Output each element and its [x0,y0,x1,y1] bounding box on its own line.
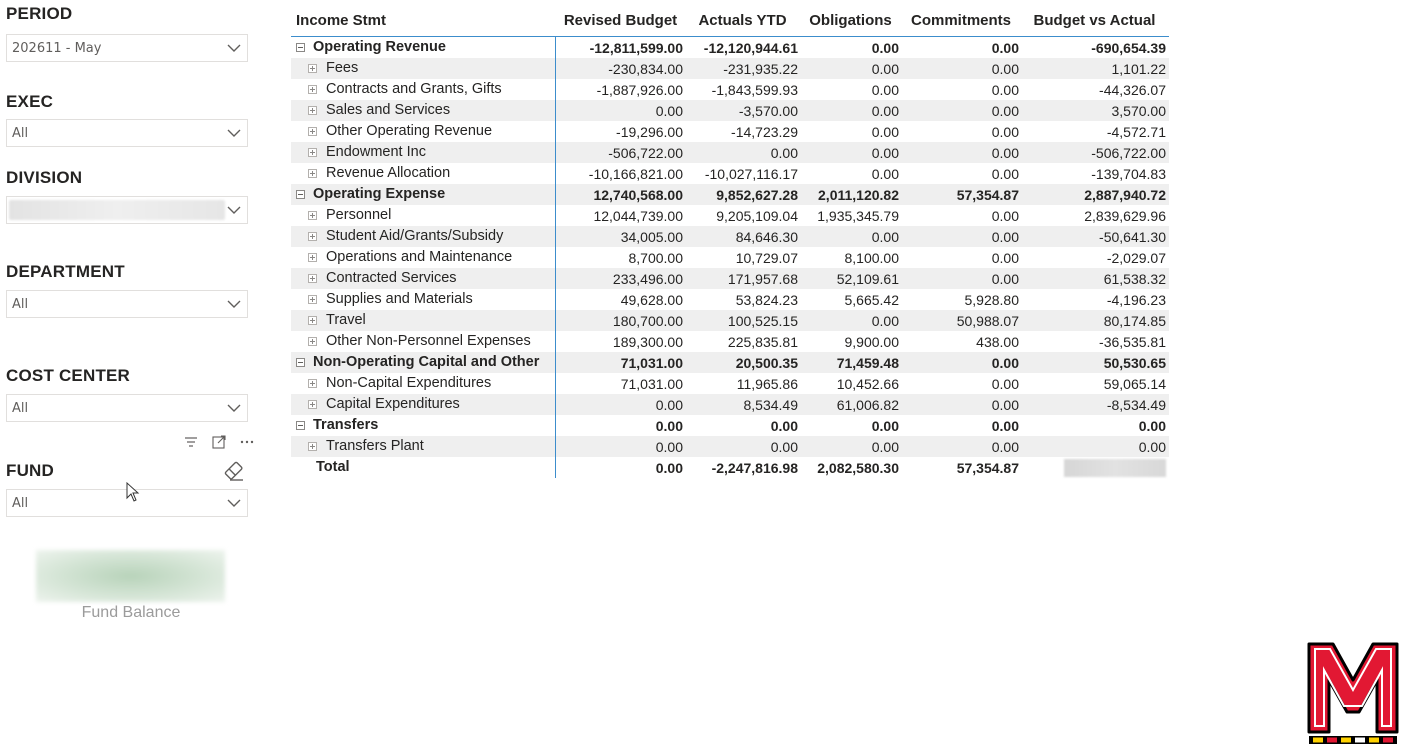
total-cell: 57,354.87 [956,459,1019,476]
table-cell: 50,988.07 [956,312,1019,329]
row-label-cell [291,100,556,121]
row-label: Supplies and Materials [326,291,473,307]
table-cell: 8,534.49 [743,396,798,413]
chevron-down-icon [227,128,241,138]
period-slicer-title: PERIOD [6,4,73,23]
table-cell: 34,005.00 [620,228,683,245]
row-label: Travel [326,312,366,328]
row-label: Transfers [313,417,379,433]
row-label: Operations and Maintenance [326,249,513,265]
table-cell: 0.00 [991,144,1019,161]
table-cell: -2,029.07 [1106,249,1166,266]
table-row [291,163,1169,184]
table-cell: 59,065.14 [1103,375,1166,392]
table-cell: 5,665.42 [844,291,899,308]
chevron-down-icon [227,403,241,413]
table-row [291,415,1169,436]
table-row [291,247,1169,268]
chevron-down-icon [227,43,241,53]
header-budget-vs-actual[interactable]: Budget vs Actual [1033,11,1156,29]
table-row [291,121,1169,142]
table-row [291,373,1169,394]
table-cell: -1,843,599.93 [711,81,798,98]
table-cell: 0.00 [871,312,899,329]
header-income-stmt[interactable]: Income Stmt [296,11,387,29]
header-revised-budget[interactable]: Revised Budget [563,11,678,29]
row-label: Other Non-Personnel Expenses [326,333,531,349]
chevron-down-icon [227,205,241,215]
total-budget-vs-actual-redacted [1064,459,1166,477]
table-cell: 9,205,109.04 [716,207,798,224]
matrix-body [291,37,1169,457]
collapse-minus-icon[interactable] [296,43,305,52]
table-cell: 0.00 [655,438,683,455]
exec-slicer-title: EXEC [6,92,54,111]
table-cell: 0.00 [991,396,1019,413]
table-cell: 2,839,629.96 [1084,207,1166,224]
cost-center-slicer [6,364,248,422]
table-cell: -690,654.39 [1091,39,1166,56]
table-cell: 100,525.15 [727,312,798,329]
row-label-cell [291,79,556,100]
department-dropdown[interactable] [6,290,248,318]
total-cell: 0.00 [655,459,683,476]
table-cell: -50,641.30 [1099,228,1166,245]
table-cell: 53,824.23 [735,291,798,308]
table-cell: 0.00 [991,81,1019,98]
row-label: Personnel [326,207,392,223]
more-options-icon[interactable] [238,433,256,451]
table-row [291,310,1169,331]
fund-balance-label: Fund Balance [81,604,181,621]
fund-balance-value-redacted [36,550,225,602]
total-cell: 2,082,580.30 [817,459,899,476]
expand-plus-icon[interactable] [308,85,317,94]
table-cell: 0.00 [871,102,899,119]
row-label: Capital Expenditures [326,396,460,412]
table-row [291,226,1169,247]
chevron-down-icon [227,299,241,309]
table-row [291,289,1169,310]
table-row [291,436,1169,457]
visual-header [178,433,258,451]
department-slicer [6,260,248,318]
row-label-cell [291,163,556,184]
table-cell: 0.00 [871,60,899,77]
table-cell: -506,722.00 [608,144,683,161]
table-cell: 0.00 [871,144,899,161]
table-row [291,205,1169,226]
expand-plus-icon[interactable] [308,400,317,409]
focus-mode-icon[interactable] [210,433,228,451]
table-cell: 10,452.66 [836,375,899,392]
row-label: Contracts and Grants, Gifts [326,81,502,97]
table-cell: -10,027,116.17 [704,165,798,182]
table-cell: -506,722.00 [1091,144,1166,161]
row-label: Endowment Inc [326,144,426,160]
table-cell: 61,006.82 [836,396,899,413]
row-label-cell [291,184,556,205]
table-cell: 0.00 [655,102,683,119]
table-cell: 0.00 [1138,438,1166,455]
table-cell: 0.00 [991,249,1019,266]
table-cell: 438.00 [976,333,1019,350]
table-cell: 0.00 [770,144,798,161]
table-cell: 0.00 [991,417,1019,434]
exec-dropdown[interactable] [6,119,248,147]
university-of-maryland-logo [1305,640,1401,746]
table-cell: -139,704.83 [1091,165,1166,182]
expand-plus-icon[interactable] [308,169,317,178]
table-cell: 9,852,627.28 [716,186,798,203]
table-cell: -12,811,599.00 [589,39,683,56]
table-cell: 57,354.87 [956,186,1019,203]
table-cell: -4,196.23 [1106,291,1166,308]
eraser-icon[interactable] [222,460,246,482]
header-commitments[interactable]: Commitments [910,11,1011,29]
division-slicer [6,166,248,224]
table-cell: 71,459.48 [836,354,899,371]
table-cell: 0.00 [991,165,1019,182]
exec-slicer [6,90,248,147]
table-cell: 71,031.00 [620,375,683,392]
collapse-minus-icon[interactable] [296,421,305,430]
row-label-cell [291,58,556,79]
chevron-down-icon [227,498,241,508]
table-row [291,394,1169,415]
filter-icon[interactable] [182,433,200,451]
row-label: Operating Revenue [313,39,446,55]
table-row [291,184,1169,205]
fund-slicer-title: FUND [6,461,55,480]
row-label: Transfers Plant [326,438,424,454]
table-cell: 0.00 [871,39,899,56]
table-cell: -3,570.00 [738,102,798,119]
expand-plus-icon[interactable] [308,64,317,73]
period-slicer [6,2,248,62]
row-label-cell [291,247,556,268]
table-row [291,331,1169,352]
row-label: Other Operating Revenue [326,123,493,139]
expand-plus-icon[interactable] [308,127,317,136]
table-cell: 12,044,739.00 [593,207,683,224]
expand-plus-icon[interactable] [308,211,317,220]
table-cell: 20,500.35 [735,354,798,371]
table-cell: 0.00 [991,207,1019,224]
table-cell: 9,900.00 [844,333,899,350]
table-cell: 5,928.80 [964,291,1019,308]
row-label-cell [291,268,556,289]
row-label-cell [291,436,556,457]
table-cell: 0.00 [991,123,1019,140]
table-cell: 1,935,345.79 [817,207,899,224]
table-cell: 0.00 [770,417,798,434]
table-cell: 71,031.00 [620,354,683,371]
row-label: Sales and Services [326,102,451,118]
table-cell: -44,326.07 [1099,81,1166,98]
row-label-cell [291,142,556,163]
table-cell: 0.00 [991,354,1019,371]
table-cell: 3,570.00 [1111,102,1166,119]
table-cell: 180,700.00 [612,312,683,329]
row-label: Fees [326,60,359,76]
table-cell: 84,646.30 [735,228,798,245]
row-label-cell [291,289,556,310]
mouse-pointer-icon [126,482,140,502]
table-cell: 0.00 [871,81,899,98]
row-label: Operating Expense [313,186,446,202]
collapse-minus-icon[interactable] [296,190,305,199]
row-label: Non-Operating Capital and Other [313,354,540,370]
department-dropdown-value: All [12,297,29,312]
table-cell: 0.00 [655,396,683,413]
income-statement-matrix [291,4,1169,478]
header-obligations[interactable]: Obligations [809,11,892,29]
total-cell-redacted [1021,458,1168,476]
row-label-cell [291,394,556,415]
row-label: Student Aid/Grants/Subsidy [326,228,504,244]
row-label: Contracted Services [326,270,457,286]
matrix-total-row [291,457,1169,478]
table-cell: 0.00 [991,228,1019,245]
table-cell: 10,729.07 [735,249,798,266]
expand-plus-icon[interactable] [308,106,317,115]
table-cell: 189,300.00 [612,333,683,350]
row-label-cell [291,310,556,331]
table-cell: 61,538.32 [1103,270,1166,287]
table-cell: 50,530.65 [1103,354,1166,371]
table-cell: 0.00 [991,60,1019,77]
table-row [291,79,1169,100]
table-cell: 171,957.68 [727,270,798,287]
table-cell: 12,740,568.00 [593,186,683,203]
table-cell: 0.00 [1138,417,1166,434]
expand-plus-icon[interactable] [308,274,317,283]
table-cell: 2,011,120.82 [818,186,899,203]
table-cell: 0.00 [871,165,899,182]
table-cell: 0.00 [871,123,899,140]
cost-center-dropdown[interactable] [6,394,248,422]
table-cell: -1,887,926.00 [596,81,683,98]
expand-plus-icon[interactable] [308,316,317,325]
table-cell: 0.00 [871,417,899,434]
table-cell: 0.00 [991,270,1019,287]
fund-dropdown-value: All [12,496,29,511]
header-actuals-ytd[interactable]: Actuals YTD [698,11,787,29]
division-slicer-title: DIVISION [6,168,83,187]
table-cell: 0.00 [655,417,683,434]
row-label-cell [291,226,556,247]
period-dropdown-value: 202611 - May [12,41,102,56]
table-cell: 0.00 [991,102,1019,119]
table-cell: 2,887,940.72 [1084,186,1166,203]
department-slicer-title: DEPARTMENT [6,262,125,281]
expand-plus-icon[interactable] [308,442,317,451]
table-cell: 233,496.00 [612,270,683,287]
table-row [291,58,1169,79]
table-cell: 8,100.00 [844,249,899,266]
table-cell: -14,723.29 [731,123,798,140]
table-cell: -12,120,944.61 [703,39,798,56]
row-label-cell [291,331,556,352]
table-cell: 11,965.86 [736,375,798,392]
table-cell: 0.00 [871,438,899,455]
total-label: Total [291,457,556,478]
row-label-cell [291,205,556,226]
division-dropdown[interactable] [6,196,248,224]
row-label-cell [291,37,556,58]
table-row [291,352,1169,373]
table-cell: 0.00 [991,438,1019,455]
table-cell: 0.00 [871,228,899,245]
cost-center-slicer-title: COST CENTER [6,366,131,385]
row-label-cell [291,352,556,373]
table-cell: -230,834.00 [608,60,683,77]
period-dropdown[interactable] [6,34,248,62]
row-label: Revenue Allocation [326,165,451,181]
table-cell: -231,935.22 [723,60,798,77]
expand-plus-icon[interactable] [308,379,317,388]
table-row [291,268,1169,289]
table-cell: -36,535.81 [1099,333,1166,350]
matrix-header-row [291,4,1169,37]
row-label-cell [291,373,556,394]
table-row [291,142,1169,163]
expand-plus-icon[interactable] [308,337,317,346]
division-dropdown-value-redacted [9,200,225,220]
row-label: Non-Capital Expenditures [326,375,492,391]
table-cell: -4,572.71 [1106,123,1166,140]
expand-plus-icon[interactable] [308,295,317,304]
table-cell: 49,628.00 [620,291,683,308]
table-cell: 0.00 [770,438,798,455]
table-row [291,100,1169,121]
expand-plus-icon[interactable] [308,253,317,262]
row-label-cell [291,121,556,142]
cost-center-dropdown-value: All [12,401,29,416]
table-cell: 0.00 [991,375,1019,392]
table-cell: 52,109.61 [836,270,899,287]
row-label-cell [291,415,556,436]
table-cell: 0.00 [991,39,1019,56]
fund-balance-card [36,550,226,622]
table-row [291,37,1169,58]
expand-plus-icon[interactable] [308,148,317,157]
table-cell: 225,835.81 [727,333,798,350]
total-cell: -2,247,816.98 [711,459,798,476]
expand-plus-icon[interactable] [308,232,317,241]
exec-dropdown-value: All [12,126,29,141]
collapse-minus-icon[interactable] [296,358,305,367]
table-cell: 80,174.85 [1103,312,1166,329]
table-cell: -10,166,821.00 [588,165,683,182]
table-cell: -8,534.49 [1106,396,1166,413]
table-cell: 8,700.00 [628,249,683,266]
table-cell: -19,296.00 [616,123,683,140]
table-cell: 1,101.22 [1111,60,1166,77]
